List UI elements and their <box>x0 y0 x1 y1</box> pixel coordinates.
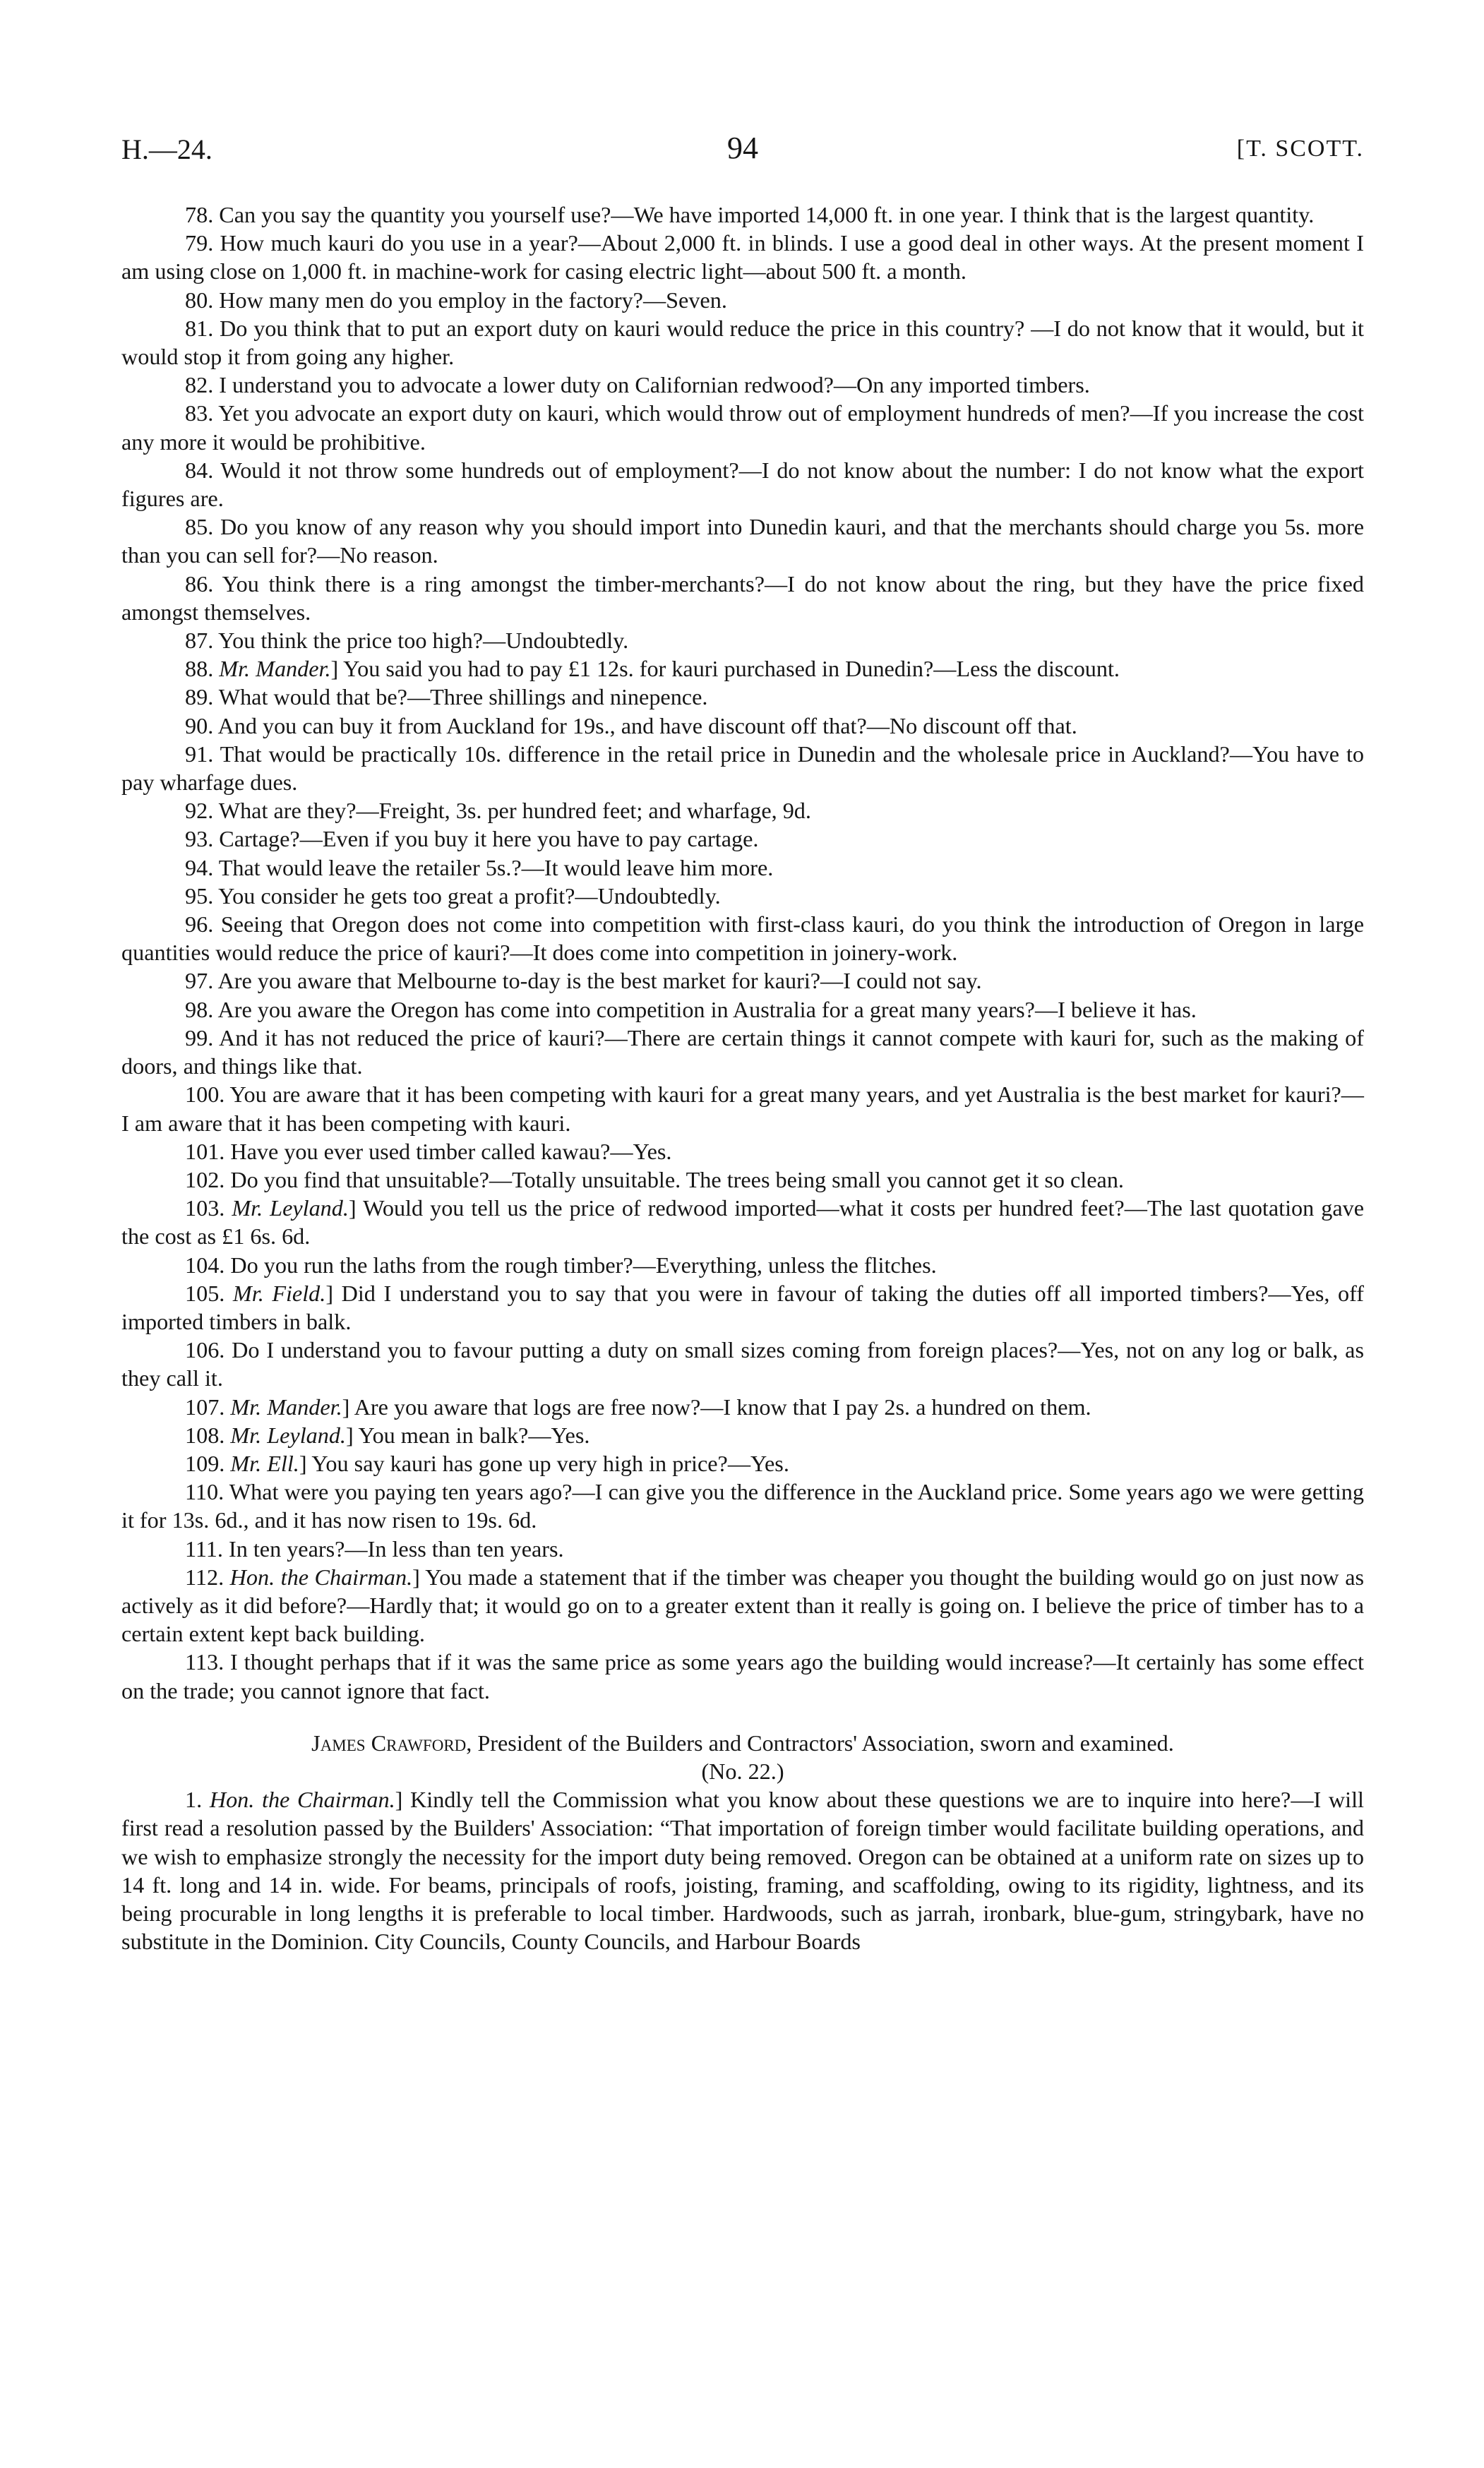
paragraph-text: ] Would you tell us the price of redwood imported—what it costs per hundred feet?—The last quotation gave the cost as £1 6s. 6d. <box>121 1195 1364 1250</box>
question-number: 112. <box>185 1564 230 1590</box>
question-number: 108. <box>185 1422 231 1448</box>
speaker-name: Mr. Mander. <box>230 1394 342 1420</box>
question-answer-paragraph <box>121 1194 1364 1250</box>
paragraph-text: 90. And you can buy it from Auckland for 19s., and have discount off that?—No discount off that. <box>185 712 1077 738</box>
question-answer-paragraph <box>121 371 1364 399</box>
paragraph-text: 85. Do you know of any reason why you should import into Dunedin kauri, and that the merchants should charge you 5s. more than you can sell for?—No reason. <box>121 514 1364 568</box>
witness-description: , President of the Builders and Contractors' Association, sworn and examined. <box>466 1730 1174 1756</box>
question-number: 1. <box>185 1787 210 1813</box>
section-spacer <box>121 1705 1364 1729</box>
question-answer-paragraph <box>121 456 1364 513</box>
question-answer-paragraph <box>121 740 1364 796</box>
paragraph-text: ] You mean in balk?—Yes. <box>345 1422 590 1448</box>
paragraph-text: 99. And it has not reduced the price of kauri?—There are certain things it cannot compete with kauri for, such as the making of doors, and things like that. <box>121 1024 1364 1079</box>
question-answer-paragraph <box>121 229 1364 285</box>
question-answer-paragraph <box>121 286 1364 314</box>
question-answer-paragraph <box>121 1648 1364 1704</box>
page-header <box>121 133 1364 178</box>
paragraph-text: 100. You are aware that it has been competing with kauri for a great many years, and yet Australia is the best market for kauri?—I am aware that it has been competing with kauri. <box>121 1082 1364 1136</box>
question-number: 107. <box>185 1394 231 1420</box>
question-answer-paragraph <box>121 570 1364 626</box>
paragraph-text: 93. Cartage?—Even if you buy it here you have to pay cartage. <box>185 826 759 852</box>
testimony-section-scott <box>121 200 1364 1705</box>
paragraph-text: 98. Are you aware the Oregon has come into competition in Australia for a great many years?—I believe it has. <box>185 996 1197 1022</box>
question-number: 109. <box>185 1450 231 1476</box>
paragraph-text: 84. Would it not throw some hundreds out of employment?—I do not know about the number: I do not know what the export figures are. <box>121 457 1364 512</box>
question-answer-paragraph <box>121 200 1364 229</box>
paragraph-text: 78. Can you say the quantity you yourself use?—We have imported 14,000 ft. in one year. I think that is the largest quantity. <box>185 202 1315 227</box>
question-answer-paragraph <box>121 1449 1364 1478</box>
paragraph-text: 91. That would be practically 10s. difference in the retail price in Dunedin and the wholesale price in Auckland?—You have to pay wharfage dues. <box>121 741 1364 796</box>
question-answer-paragraph <box>121 1393 1364 1421</box>
question-answer-paragraph <box>121 1080 1364 1137</box>
question-answer-paragraph <box>121 1421 1364 1449</box>
paragraph-text: 81. Do you think that to put an export duty on kauri would reduce the price in this country? —I do not know that it would, but it would stop it from going any higher. <box>121 315 1364 370</box>
speaker-name: Mr. Mander. <box>219 656 331 682</box>
question-answer-paragraph <box>121 314 1364 371</box>
document-reference: H.—24. <box>121 133 213 165</box>
question-answer-paragraph <box>121 683 1364 711</box>
document-body <box>121 200 1364 1955</box>
paragraph-text: 102. Do you find that unsuitable?—Totally unsuitable. The trees being small you cannot get it so clean. <box>185 1166 1124 1192</box>
question-answer-paragraph <box>121 882 1364 910</box>
question-answer-paragraph <box>121 654 1364 683</box>
paragraph-text: 79. How much kauri do you use in a year?—About 2,000 ft. in blinds. I use a good deal in other ways. At the present moment I am using close on 1,000 ft. in machine-work for casing electric light—about 500 ft. a month. <box>121 230 1364 284</box>
paragraph-text: 94. That would leave the retailer 5s.?—It would leave him more. <box>185 854 774 880</box>
paragraph-text: 92. What are they?—Freight, 3s. per hundred feet; and wharfage, 9d. <box>185 798 811 824</box>
paragraph-text: 104. Do you run the laths from the rough timber?—Everything, unless the flitches. <box>185 1252 937 1278</box>
question-answer-paragraph <box>121 1563 1364 1648</box>
question-answer-paragraph <box>121 853 1364 882</box>
question-answer-paragraph <box>121 995 1364 1024</box>
question-answer-paragraph <box>121 966 1364 995</box>
paragraph-text: 113. I thought perhaps that if it was the same price as some years ago the building would increase?—It certainly has some effect on the trade; you cannot ignore that fact. <box>121 1649 1364 1703</box>
question-answer-paragraph <box>121 1336 1364 1392</box>
paragraph-text: 89. What would that be?—Three shillings and ninepence. <box>185 684 708 710</box>
speaker-name: Mr. Leyland. <box>232 1195 349 1221</box>
question-answer-paragraph <box>121 1279 1364 1336</box>
paragraph-text: 101. Have you ever used timber called kawau?—Yes. <box>185 1138 672 1164</box>
paragraph-text: ] Kindly tell the Commission what you know about these questions we are to inquire into here?—I will first read a resolution passed by the Builders' Association: “That importation of foreign timber would facilitate building operations, and we wish to emphasize strongly the necessity for the import duty being removed. Oregon can be obtained at a uniform rate on sizes up to 14 ft. long and 14 in. wide. For beams, principals of roofs, joisting, framing, and scaffolding, owing to its rigidity, lightness, and its being procurable in long lengths it is preferable to local timber. Hardwoods, such as jarrah, ironbark, blue-gum, stringybark, have no substitute in the Dominion. City Councils, County Councils, and Harbour Boards <box>121 1787 1364 1955</box>
paragraph-text: ] You say kauri has gone up very high in price?—Yes. <box>299 1450 789 1476</box>
question-answer-paragraph <box>121 399 1364 455</box>
paragraph-text: 106. Do I understand you to favour putting a duty on small sizes coming from foreign places?—Yes, not on any log or balk, as they call it. <box>121 1337 1364 1391</box>
speaker-name: Mr. Leyland. <box>230 1422 346 1448</box>
witness-name: James Crawford <box>311 1730 467 1756</box>
paragraph-text: ] You said you had to pay £1 12s. for kauri purchased in Dunedin?—Less the discount. <box>330 656 1120 682</box>
paragraph-text: ] Did I understand you to say that you were in favour of taking the duties off all imported timbers?—Yes, off imported timbers in balk. <box>121 1280 1365 1334</box>
witness-heading <box>121 1729 1364 1757</box>
question-answer-paragraph <box>121 712 1364 740</box>
paragraph-text: 83. Yet you advocate an export duty on kauri, which would throw out of employment hundreds of men?—If you increase the cost any more it would be prohibitive. <box>121 400 1364 455</box>
question-answer-paragraph <box>121 796 1364 825</box>
question-answer-paragraph <box>121 626 1364 654</box>
question-answer-paragraph <box>121 910 1364 966</box>
paragraph-text: 95. You consider he gets too great a profit?—Undoubtedly. <box>185 882 721 909</box>
witness-number: (No. 22.) <box>701 1758 784 1784</box>
speaker-name: Mr. Field. <box>232 1280 326 1306</box>
paragraph-text: 96. Seeing that Oregon does not come into competition with first-class kauri, do you think the introduction of Oregon in large quantities would reduce the price of kauri?—It does come into competition in joinery-work. <box>121 911 1364 966</box>
question-answer-paragraph <box>121 1166 1364 1194</box>
paragraph-text: 111. In ten years?—In less than ten years. <box>185 1535 564 1562</box>
page-number: 94 <box>727 131 758 165</box>
question-answer-paragraph <box>121 1785 1364 1955</box>
question-number: 88. <box>185 656 220 682</box>
question-number: 103. <box>185 1195 232 1221</box>
paragraph-text: 110. What were you paying ten years ago?—I can give you the difference in the Auckland price. Some years ago we were getting it for 13s. 6d., and it has now risen to 19s. 6d. <box>121 1479 1364 1533</box>
paragraph-text: ] Are you aware that logs are free now?—I know that I pay 2s. a hundred on them. <box>342 1394 1091 1420</box>
question-number: 105. <box>185 1280 233 1306</box>
paragraph-text: ] You made a statement that if the timber was cheaper you thought the building would go on just now as actively as it did before?—Hardly that; it would go on to a greater extent than it really is going on. I believe the price of timber has to a certain extent kept back building. <box>121 1564 1365 1647</box>
question-answer-paragraph <box>121 1024 1364 1080</box>
paragraph-text: 86. You think there is a ring amongst the timber-merchants?—I do not know about the ring, but they have the price fixed amongst themselves. <box>121 570 1364 625</box>
paragraph-text: 80. How many men do you employ in the factory?—Seven. <box>185 287 727 313</box>
speaker-name: Mr. Ell. <box>230 1450 299 1476</box>
witness-running-head: [T. SCOTT. <box>1236 136 1364 162</box>
paragraph-text: 97. Are you aware that Melbourne to-day is the best market for kauri?—I could not say. <box>185 968 982 994</box>
testimony-section-crawford <box>121 1785 1364 1955</box>
paragraph-text: 82. I understand you to advocate a lower duty on Californian redwood?—On any imported timbers. <box>185 372 1090 398</box>
speaker-name: Hon. the Chairman. <box>229 1564 413 1590</box>
question-answer-paragraph <box>121 513 1364 569</box>
speaker-name: Hon. the Chairman. <box>209 1787 395 1813</box>
question-answer-paragraph <box>121 1535 1364 1563</box>
question-answer-paragraph <box>121 1478 1364 1534</box>
question-answer-paragraph <box>121 825 1364 853</box>
paragraph-text: 87. You think the price too high?—Undoubtedly. <box>185 628 629 654</box>
question-answer-paragraph <box>121 1251 1364 1279</box>
question-answer-paragraph <box>121 1137 1364 1166</box>
